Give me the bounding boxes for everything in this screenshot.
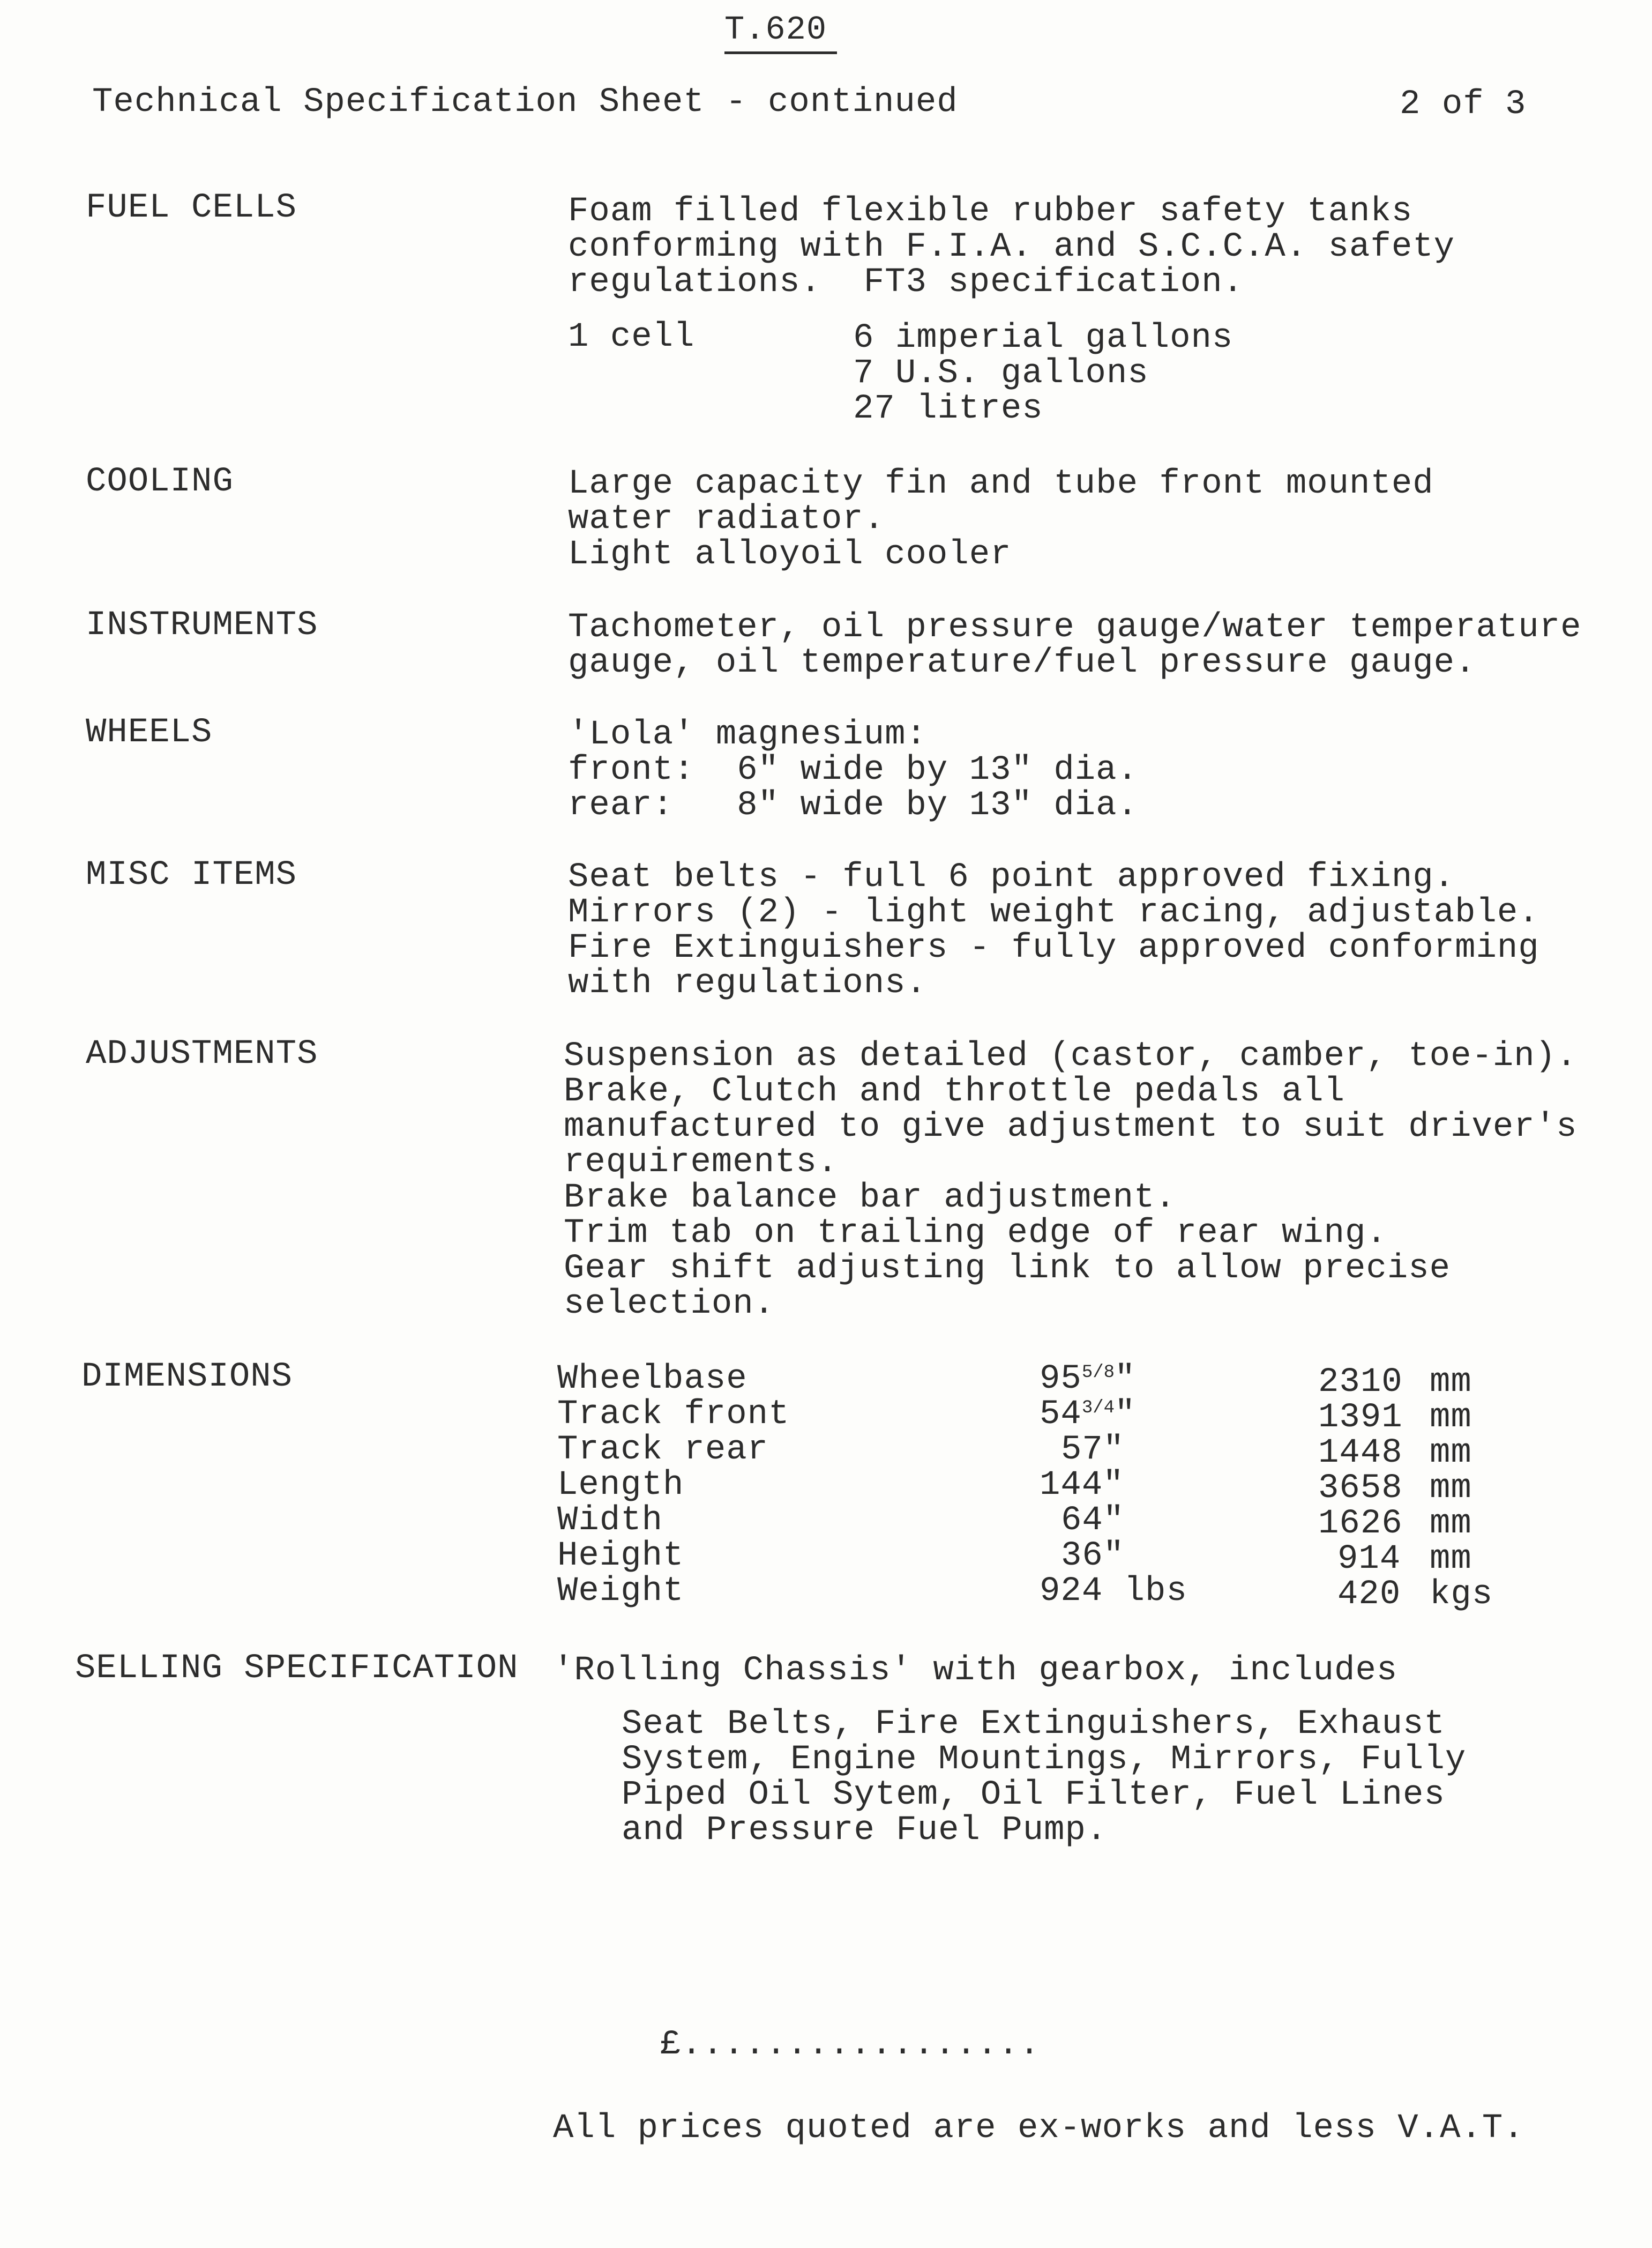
adjustments-line: requirements.	[564, 1143, 839, 1182]
dimension-imperial: 64"	[1061, 1501, 1125, 1540]
dimension-fraction: 5/8	[1081, 1363, 1115, 1383]
dimension-metric: 1391	[1318, 1398, 1403, 1437]
instruments-line: gauge, oil temperature/fuel pressure gauge.	[568, 644, 1476, 682]
cooling-line: water radiator.	[568, 500, 885, 539]
dimension-name: Weight	[557, 1572, 684, 1611]
dimension-metric: 3658	[1318, 1469, 1403, 1508]
dimension-metric: 1626	[1318, 1505, 1403, 1543]
dimension-name: Wheelbase	[557, 1360, 747, 1398]
dimension-metric-unit: mm	[1430, 1540, 1472, 1579]
dimension-name: Width	[557, 1501, 663, 1540]
cooling-line: Light alloyoil cooler	[568, 535, 1012, 574]
dimension-metric-unit: mm	[1430, 1363, 1472, 1402]
section-label-selling-specification: SELLING SPECIFICATION	[75, 1649, 519, 1688]
dimension-metric-unit: kgs	[1430, 1575, 1493, 1614]
misc-line: Seat belts - full 6 point approved fixing.	[568, 858, 1455, 897]
selling-intro: 'Rolling Chassis' with gearbox, includes	[553, 1651, 1398, 1690]
dimension-imperial: 543/4"	[1040, 1395, 1136, 1434]
fuel-cell-count: 1 cell	[568, 318, 695, 356]
dimension-name: Track front	[557, 1395, 790, 1434]
dimension-metric-unit: mm	[1430, 1434, 1472, 1472]
dimension-name: Length	[557, 1466, 684, 1505]
dimension-imperial: 955/8"	[1040, 1360, 1136, 1398]
cooling-line: Large capacity fin and tube front mounted	[568, 465, 1434, 503]
wheels-line: rear: 8" wide by 13" dia.	[568, 786, 1138, 825]
dimension-metric-unit: mm	[1430, 1505, 1472, 1543]
instruments-line: Tachometer, oil pressure gauge/water temperature	[568, 608, 1582, 647]
section-label-misc-items: MISC ITEMS	[86, 856, 297, 895]
adjustments-line: manufactured to give adjustment to suit driver's	[564, 1108, 1578, 1147]
section-label-wheels: WHEELS	[86, 713, 213, 752]
selling-line: and Pressure Fuel Pump.	[622, 1811, 1108, 1850]
section-label-adjustments: ADJUSTMENTS	[86, 1035, 318, 1074]
dimension-metric: 2310	[1318, 1363, 1403, 1402]
dimension-imperial: 924 lbs	[1040, 1572, 1187, 1611]
price-note: All prices quoted are ex-works and less V.A.T.	[553, 2109, 1524, 2148]
dimension-imperial: 144"	[1040, 1466, 1124, 1505]
section-label-fuel-cells: FUEL CELLS	[86, 189, 297, 227]
misc-line: Fire Extinguishers - fully approved conforming	[568, 929, 1539, 967]
dimension-metric: 1448	[1318, 1434, 1403, 1472]
adjustments-line: Suspension as detailed (castor, camber, toe-in).	[564, 1037, 1578, 1076]
document-code: T.620	[724, 11, 827, 49]
fuel-capacity: 6 imperial gallons	[853, 319, 1234, 358]
fuel-capacity: 27 litres	[853, 390, 1043, 428]
dimension-fraction: 3/4	[1081, 1398, 1115, 1418]
misc-line: with regulations.	[568, 964, 927, 1003]
fuel-capacity: 7 U.S. gallons	[853, 354, 1149, 393]
adjustments-line: selection.	[564, 1285, 775, 1323]
section-label-instruments: INSTRUMENTS	[86, 606, 318, 645]
selling-line: System, Engine Mountings, Mirrors, Fully	[622, 1740, 1467, 1779]
dimension-metric: 420	[1337, 1575, 1401, 1614]
selling-line: Seat Belts, Fire Extinguishers, Exhaust	[622, 1705, 1445, 1744]
page-number: 2 of 3	[1400, 85, 1527, 124]
selling-line: Piped Oil Sytem, Oil Filter, Fuel Lines	[622, 1776, 1445, 1814]
dimension-metric-unit: mm	[1430, 1398, 1472, 1437]
dimension-metric: 914	[1337, 1540, 1401, 1579]
section-label-cooling: COOLING	[86, 463, 234, 501]
price-blank: £.................	[660, 2026, 1041, 2064]
wheels-line: front: 6" wide by 13" dia.	[568, 751, 1138, 790]
misc-line: Mirrors (2) - light weight racing, adjustable.	[568, 894, 1539, 932]
adjustments-line: Gear shift adjusting link to allow precise	[564, 1249, 1451, 1288]
dimension-metric-unit: mm	[1430, 1469, 1472, 1508]
wheels-line: 'Lola' magnesium:	[568, 716, 927, 754]
dimension-name: Track rear	[557, 1431, 769, 1469]
section-label-dimensions: DIMENSIONS	[81, 1358, 293, 1396]
dimension-imperial: 36"	[1061, 1537, 1125, 1575]
adjustments-line: Brake balance bar adjustment.	[564, 1179, 1176, 1217]
sheet-title: Technical Specification Sheet - continued	[92, 83, 958, 122]
dimension-imperial: 57"	[1061, 1431, 1125, 1469]
adjustments-line: Trim tab on trailing edge of rear wing.	[564, 1214, 1387, 1253]
fuel-cells-line: conforming with F.I.A. and S.C.C.A. safety	[568, 228, 1455, 266]
adjustments-line: Brake, Clutch and throttle pedals all	[564, 1073, 1345, 1111]
dimension-name: Height	[557, 1537, 684, 1575]
document-code-underline	[724, 51, 837, 54]
fuel-cells-line: Foam filled flexible rubber safety tanks	[568, 192, 1413, 231]
fuel-cells-line: regulations. FT3 specification.	[568, 263, 1244, 302]
